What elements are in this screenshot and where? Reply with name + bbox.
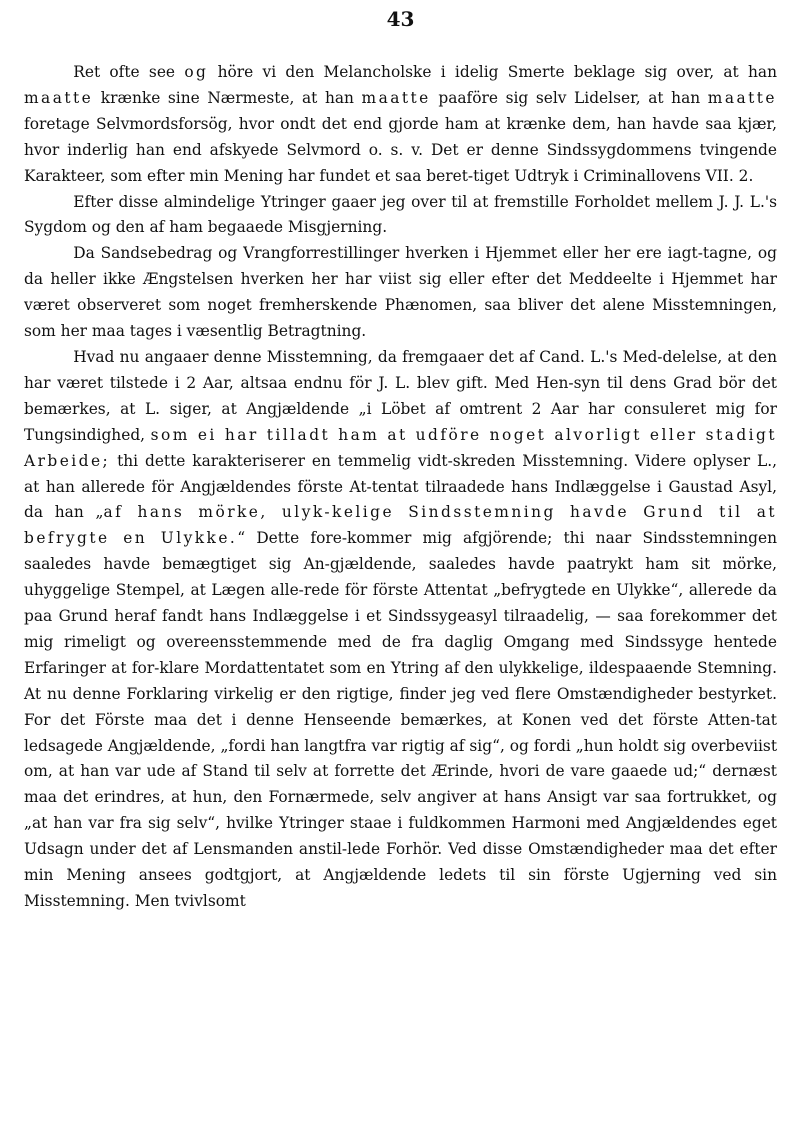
text-run: foretage Selvmordsforsög, hvor ondt det end gjorde ham at krænke dem, han havde saa kjær, hvor inderlig han end afskyede Selvmord o. s. v. Det er denne Sindssygdommens tvingende Karakteer, som efter min Mening har fundet et saa beret-tiget Udtryk i Criminallovens VII. 2. — [24, 114, 777, 185]
emphasized-text: af hans mörke, ulyk-kelige Sindsstemning havde Grund til at befrygte en Ulykke. — [24, 503, 777, 548]
body-text — [24, 60, 777, 915]
emphasized-text: maatte — [707, 88, 777, 107]
text-run: Hvad nu angaaer denne Misstemning, da fremgaaer det af Cand. L.'s Med-delelse, at den har været tilstede i 2 Aar, altsaa endnu för J. L. blev gift. Med Hen-syn til dens Grad bör det bemærkes, at L. siger, at Angjældende „i Löbet af omtrent 2 Aar har consuleret mig for Tungsindighed, — [24, 347, 777, 444]
text-run: paaföre sig selv Lidelser, at han — [430, 88, 708, 107]
page-number: 43 — [386, 7, 415, 31]
paragraph — [24, 345, 777, 915]
paragraph — [24, 190, 777, 242]
text-run: Da Sandsebedrag og Vrangforrestillinger hverken i Hjemmet eller her ere iagt-tagne, og da heller ikke Ængstelsen hverken her har viist sig eller efter det Meddeelte i Hjemmet har været observeret som noget fremherskende Phænomen, saa bliver det alene Misstemningen, som her maa tages i væsentlig Betragtning. — [24, 244, 777, 341]
text-run: thi dette karakteriserer en temmelig vidt-skreden Misstemning. Videre oplyser L., at han allerede för Angjældendes förste At-tentat tilraadede hans Indlæggelse i Gaustad Asyl, da han „ — [24, 451, 777, 522]
emphasized-text: maatte — [24, 88, 94, 107]
emphasized-text: som ei har tilladt ham at udföre noget alvorligt eller stadigt Arbeide; — [24, 425, 777, 470]
text-run: “ Dette fore-kommer mig afgjörende; thi naar Sindsstemningen saaledes havde bemægtiget sig An-gjældende, saaledes havde paatrykt ham sit mörke, uhyggelige Stempel, at Lægen alle-rede för förste Attentat „befrygtede en Ulykke“, allerede da paa Grund heraf fandt hans Indlæggelse i et Sindssygeasyl tilraadelig, — saa forekommer det mig rimeligt og overeensstemmende med de fra daglig Omgang med Sindssyge hentede Erfaringer at for-klare Mordattentatet som en Ytring af den ulykkelige, ildespaaende Stemning. At nu denne Forklaring virkelig er den rigtige, finder jeg ved flere Omstændigheder bestyrket. For det Förste maa det i denne Henseende bemærkes, at Konen ved det förste Atten-tat ledsagede Angjældende, „fordi han langtfra var rigtig af sig“, og fordi „hun holdt sig overbeviist om, at han var ude af Stand til selv at forrette det Ærinde, hvori de vare gaaede ud;“ dernæst maa det erindres, at hun, den Fornærmede, selv angiver at hans Ansigt var saa fortrukket, og „at han var fra sig selv“, hvilke Ytringer staae i fuldkommen Harmoni med Angjældendes eget Udsagn under det af Lensmanden anstil-lede Forhör. Ved disse Omstændigheder maa det efter min Mening ansees godtgjort, at Angjældende ledets til sin förste Ugjerning ved sin Misstemning. Men tvivlsomt — [24, 529, 777, 910]
text-run: Efter disse almindelige Ytringer gaaer jeg over til at fremstille Forholdet mellem J. J. L.'s Sygdom og den af ham begaaede Misgjerning. — [24, 192, 777, 237]
emphasized-text: og — [184, 63, 209, 81]
text-run: krænke sine Nærmeste, at han — [93, 88, 362, 107]
emphasized-text: maatte — [361, 88, 431, 107]
paragraph — [24, 241, 777, 345]
text-run: Ret ofte see — [73, 63, 185, 81]
paragraph — [24, 60, 777, 190]
text-run: höre vi den Melancholske i idelig Smerte beklage sig over, at han — [208, 63, 777, 81]
